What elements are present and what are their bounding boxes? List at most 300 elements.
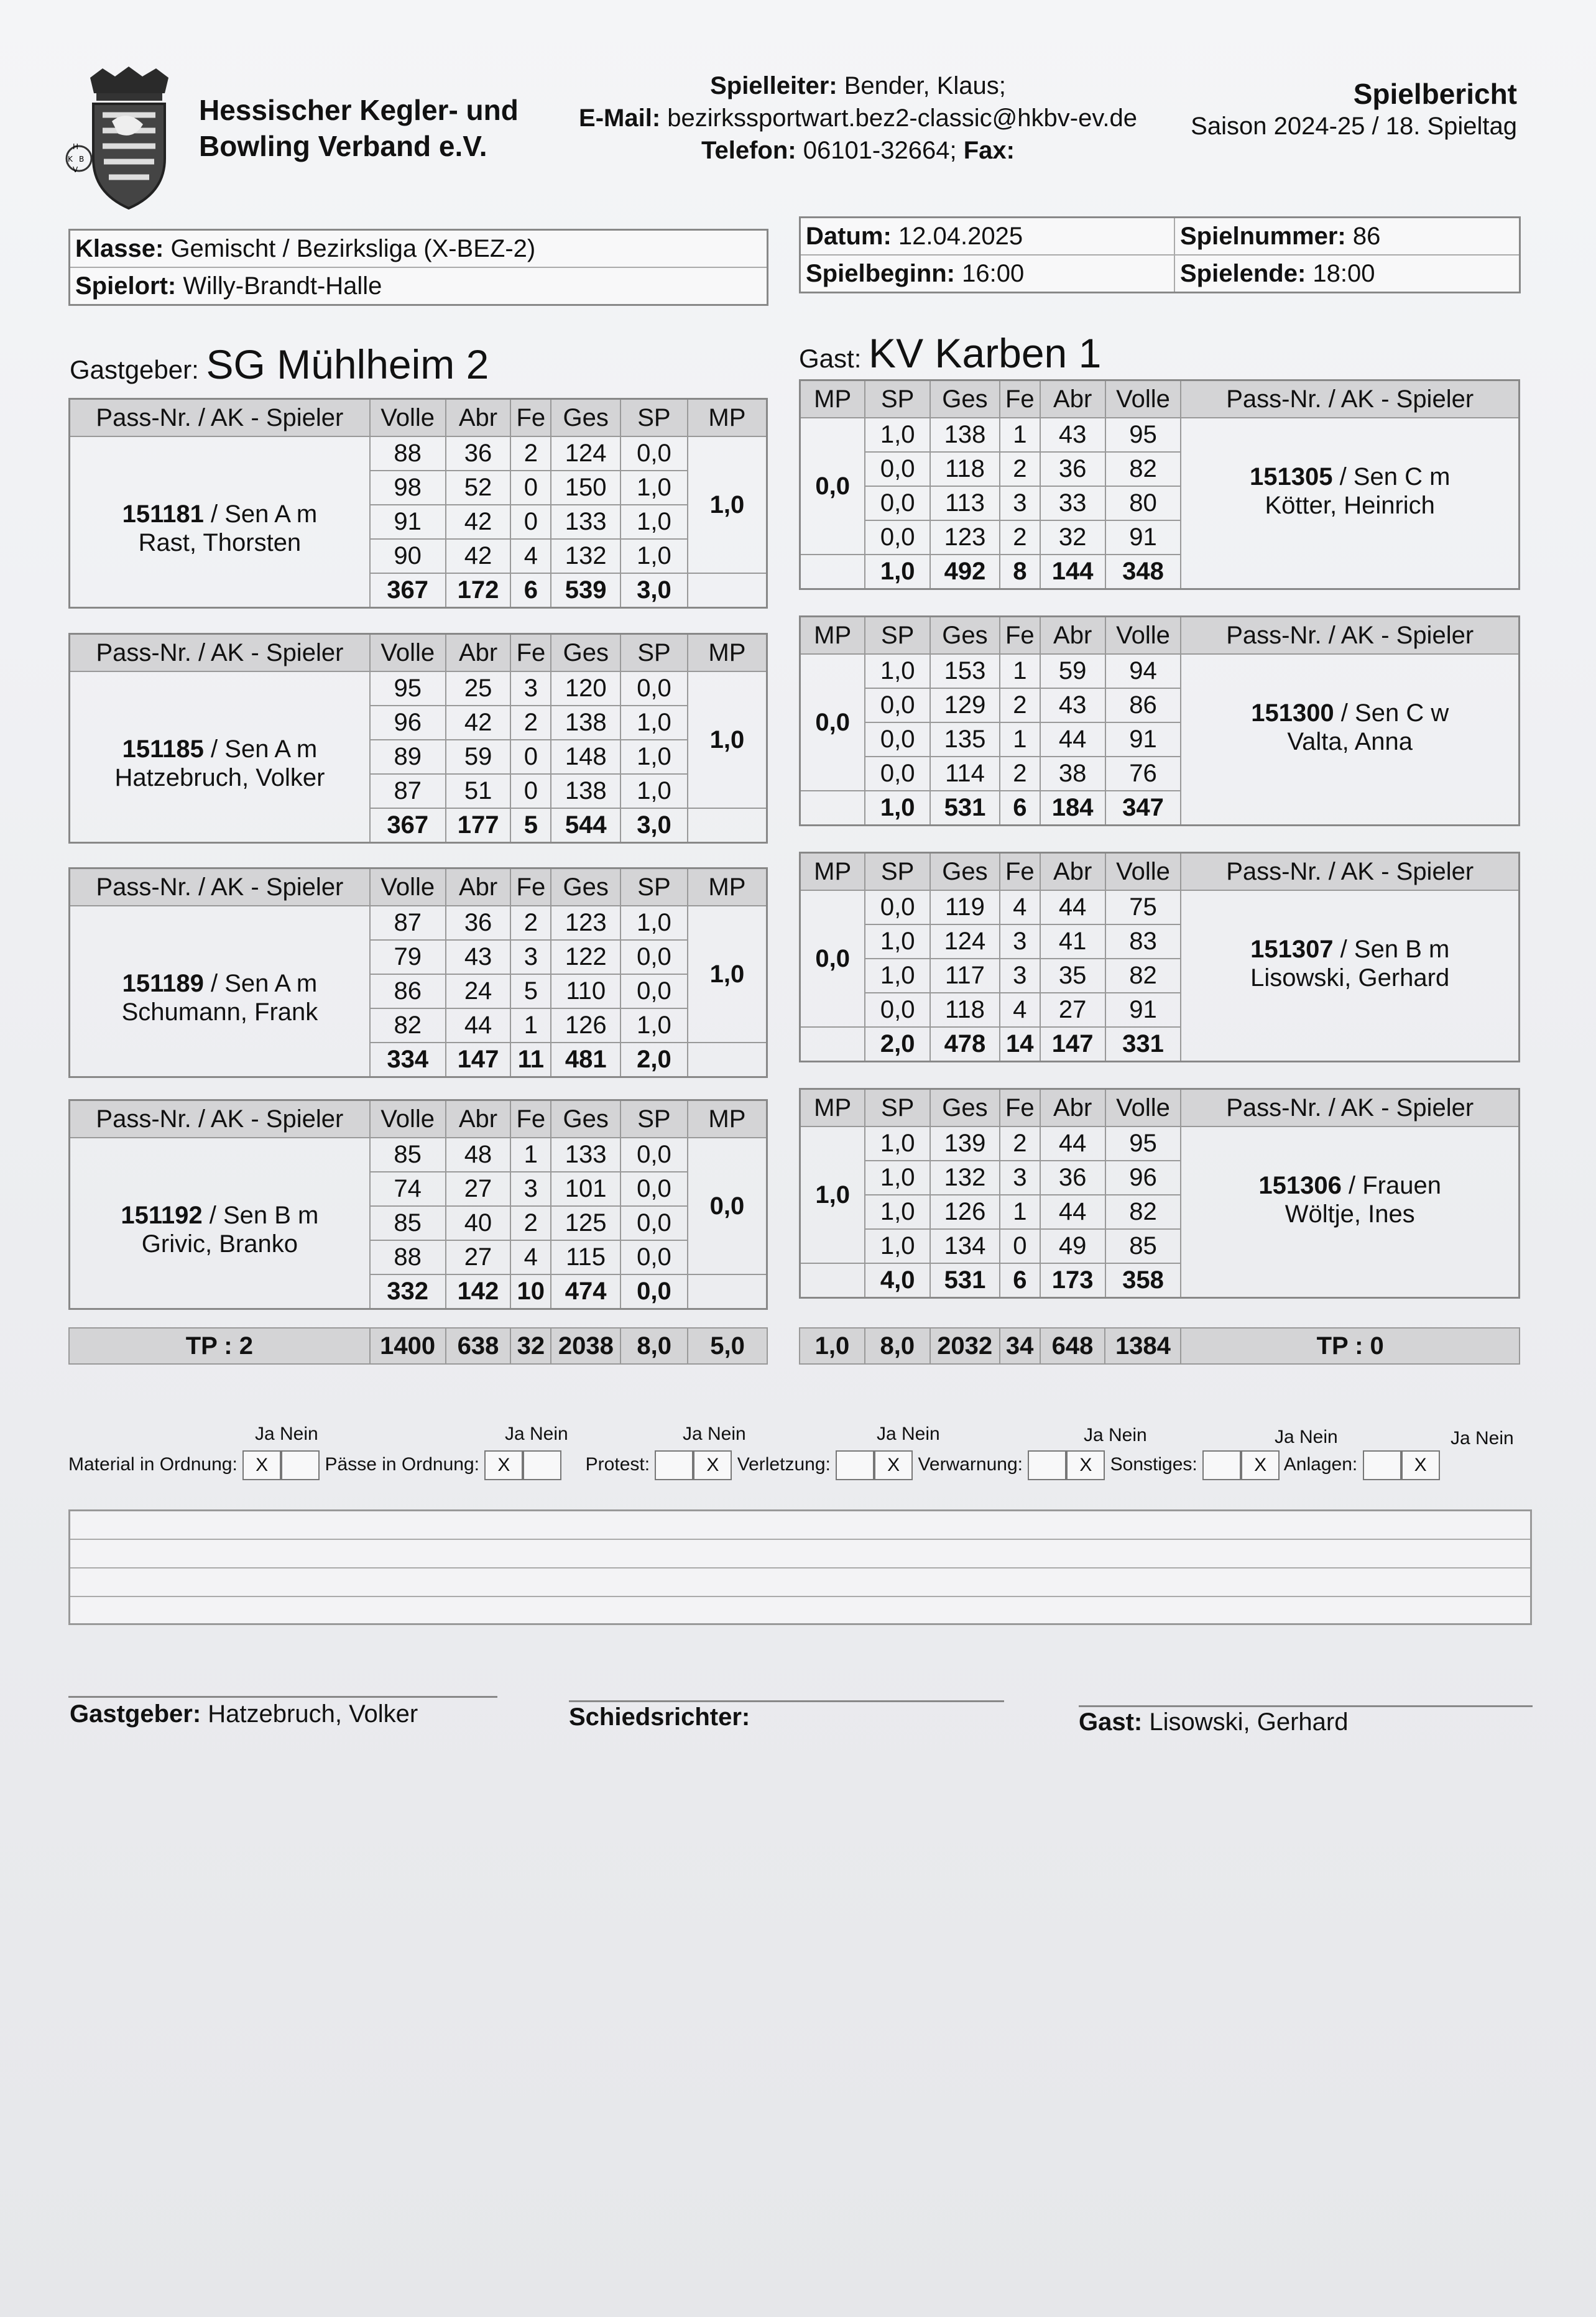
value-cell: 41 bbox=[1040, 924, 1105, 959]
host-signature bbox=[70, 1700, 418, 1728]
host-player-table bbox=[68, 633, 768, 844]
total-cell: 0,0 bbox=[620, 1274, 688, 1309]
material-ja-checkbox[interactable]: X bbox=[242, 1450, 281, 1480]
value-cell: 126 bbox=[551, 1008, 620, 1043]
value-cell: 0,0 bbox=[620, 974, 688, 1008]
mp-value: 0,0 bbox=[688, 1138, 767, 1274]
pass-number: 151307 bbox=[1250, 935, 1334, 963]
col-player: Pass-Nr. / AK - Spieler bbox=[70, 399, 370, 437]
value-cell: 96 bbox=[1105, 1161, 1181, 1195]
col-volle: Volle bbox=[1105, 1089, 1181, 1127]
value-cell: 36 bbox=[1040, 1161, 1105, 1195]
value-cell: 44 bbox=[1040, 1126, 1105, 1161]
value-cell: 0,0 bbox=[865, 452, 930, 486]
leader-label: Spielleiter: bbox=[710, 72, 837, 99]
host-signature-value: Hatzebruch, Volker bbox=[208, 1700, 418, 1728]
value-cell: 2 bbox=[510, 906, 551, 940]
player-cell bbox=[1181, 654, 1519, 826]
value-cell: 1,0 bbox=[865, 959, 930, 993]
pass-number: 151300 bbox=[1251, 699, 1334, 727]
value-cell: 43 bbox=[446, 940, 511, 974]
col-ges: Ges bbox=[551, 868, 620, 906]
ja-nein-header: Ja Nein bbox=[505, 1424, 568, 1444]
col-ges: Ges bbox=[930, 1089, 1000, 1127]
logo-letter: B bbox=[79, 155, 85, 164]
spielort-label: Spielort: bbox=[75, 272, 177, 300]
value-cell: 25 bbox=[446, 671, 511, 706]
value-cell: 95 bbox=[1105, 1126, 1181, 1161]
hkbv-coat-of-arms-logo bbox=[65, 65, 193, 211]
player-cell bbox=[70, 1138, 370, 1309]
col-sp: SP bbox=[620, 868, 688, 906]
value-cell: 122 bbox=[551, 940, 620, 974]
anlagen-nein-checkbox[interactable]: X bbox=[1401, 1450, 1440, 1480]
total-cell: 172 bbox=[446, 573, 511, 608]
value-cell: 1,0 bbox=[865, 1195, 930, 1229]
value-cell: 124 bbox=[551, 436, 620, 471]
value-cell: 85 bbox=[370, 1138, 446, 1172]
col-sp: SP bbox=[620, 399, 688, 437]
guest-name: KV Karben 1 bbox=[869, 330, 1102, 376]
total-cell: 184 bbox=[1040, 791, 1105, 826]
leader-value: Bender, Klaus; bbox=[844, 72, 1006, 99]
total-cell: 544 bbox=[551, 808, 620, 843]
report-title: Spielbericht bbox=[1353, 78, 1517, 110]
total-cell: 10 bbox=[510, 1274, 551, 1309]
value-cell: 79 bbox=[370, 940, 446, 974]
value-cell: 85 bbox=[370, 1206, 446, 1240]
col-fe: Fe bbox=[1000, 853, 1040, 891]
col-mp: MP bbox=[800, 380, 865, 418]
age-class: / Sen C w bbox=[1334, 699, 1449, 727]
value-cell: 118 bbox=[930, 993, 1000, 1027]
value-cell: 1,0 bbox=[620, 740, 688, 774]
value-cell: 0,0 bbox=[865, 722, 930, 757]
pass-number: 151189 bbox=[122, 969, 204, 997]
value-cell: 44 bbox=[1040, 1195, 1105, 1229]
value-cell: 124 bbox=[930, 924, 1000, 959]
value-cell: 123 bbox=[551, 906, 620, 940]
notes-line bbox=[70, 1568, 1530, 1597]
notes-area[interactable] bbox=[68, 1509, 1532, 1625]
value-cell: 91 bbox=[1105, 520, 1181, 555]
value-cell: 0 bbox=[510, 471, 551, 505]
table-row bbox=[800, 654, 1520, 688]
col-sp: SP bbox=[865, 380, 930, 418]
spielende-value: 18:00 bbox=[1312, 260, 1375, 287]
verwarnung-ja-checkbox[interactable] bbox=[1028, 1450, 1066, 1480]
value-cell: 117 bbox=[930, 959, 1000, 993]
value-cell: 1 bbox=[1000, 418, 1040, 452]
host-totals-table bbox=[68, 1327, 768, 1365]
value-cell: 2 bbox=[1000, 688, 1040, 722]
guest-signature-value: Lisowski, Gerhard bbox=[1149, 1708, 1349, 1736]
col-ges: Ges bbox=[551, 399, 620, 437]
guest-player-table bbox=[799, 615, 1520, 826]
value-cell: 33 bbox=[1040, 486, 1105, 520]
host-total-sp: 8,0 bbox=[620, 1328, 688, 1364]
value-cell: 0,0 bbox=[620, 1240, 688, 1274]
total-cell: 2,0 bbox=[620, 1043, 688, 1077]
value-cell: 82 bbox=[1105, 452, 1181, 486]
sonstiges-label: Sonstiges: bbox=[1110, 1453, 1197, 1475]
value-cell: 1 bbox=[1000, 654, 1040, 688]
host-team-title bbox=[70, 341, 489, 388]
phone-label: Telefon: bbox=[701, 137, 796, 164]
value-cell: 40 bbox=[446, 1206, 511, 1240]
value-cell: 80 bbox=[1105, 486, 1181, 520]
player-cell bbox=[1181, 418, 1519, 589]
value-cell: 2 bbox=[510, 1206, 551, 1240]
table-row bbox=[70, 1138, 767, 1172]
value-cell: 1,0 bbox=[620, 539, 688, 573]
paesse-label: Pässe in Ordnung: bbox=[325, 1453, 479, 1475]
col-fe: Fe bbox=[1000, 1089, 1040, 1127]
value-cell: 35 bbox=[1040, 959, 1105, 993]
pass-number: 151185 bbox=[122, 735, 204, 763]
mp-value: 0,0 bbox=[800, 418, 865, 555]
logo-letter: V bbox=[73, 165, 78, 174]
value-cell: 132 bbox=[551, 539, 620, 573]
anlagen-ja-checkbox[interactable] bbox=[1363, 1450, 1401, 1480]
verletzung-ja-checkbox[interactable] bbox=[836, 1450, 874, 1480]
value-cell: 59 bbox=[446, 740, 511, 774]
total-cell: 177 bbox=[446, 808, 511, 843]
ja-nein-header: Ja Nein bbox=[1084, 1425, 1147, 1445]
value-cell: 4 bbox=[510, 1240, 551, 1274]
value-cell: 88 bbox=[370, 436, 446, 471]
value-cell: 52 bbox=[446, 471, 511, 505]
col-abr: Abr bbox=[1040, 380, 1105, 418]
value-cell: 87 bbox=[370, 774, 446, 808]
table-row bbox=[800, 418, 1520, 452]
col-ges: Ges bbox=[930, 380, 1000, 418]
value-cell: 36 bbox=[446, 906, 511, 940]
notes-line bbox=[70, 1540, 1530, 1568]
player-cell bbox=[70, 906, 370, 1077]
age-class: / Sen B m bbox=[1333, 935, 1450, 963]
value-cell: 138 bbox=[551, 706, 620, 740]
mp-value: 1,0 bbox=[688, 671, 767, 808]
player-name: Valta, Anna bbox=[1287, 727, 1413, 755]
col-abr: Abr bbox=[1040, 617, 1105, 655]
value-cell: 0,0 bbox=[620, 436, 688, 471]
total-cell: 539 bbox=[551, 573, 620, 608]
table-row bbox=[800, 1126, 1520, 1161]
total-cell: 14 bbox=[1000, 1027, 1040, 1062]
value-cell: 3 bbox=[510, 1172, 551, 1206]
value-cell: 59 bbox=[1040, 654, 1105, 688]
value-cell: 44 bbox=[446, 1008, 511, 1043]
value-cell: 0,0 bbox=[620, 1138, 688, 1172]
guest-player-table bbox=[799, 379, 1520, 590]
total-cell: 367 bbox=[370, 808, 446, 843]
value-cell: 1 bbox=[1000, 1195, 1040, 1229]
value-cell: 126 bbox=[930, 1195, 1000, 1229]
col-player: Pass-Nr. / AK - Spieler bbox=[70, 1100, 370, 1138]
value-cell: 1,0 bbox=[865, 654, 930, 688]
host-name: SG Mühlheim 2 bbox=[206, 341, 489, 387]
col-ges: Ges bbox=[930, 853, 1000, 891]
email-label: E-Mail: bbox=[579, 104, 661, 132]
value-cell: 0,0 bbox=[620, 940, 688, 974]
value-cell: 98 bbox=[370, 471, 446, 505]
value-cell: 0,0 bbox=[865, 993, 930, 1027]
value-cell: 90 bbox=[370, 539, 446, 573]
logo-letter: K bbox=[68, 155, 73, 164]
total-cell: 11 bbox=[510, 1043, 551, 1077]
table-row bbox=[70, 671, 767, 706]
value-cell: 89 bbox=[370, 740, 446, 774]
host-player-table bbox=[68, 398, 768, 609]
col-ges: Ges bbox=[930, 617, 1000, 655]
value-cell: 0 bbox=[510, 774, 551, 808]
value-cell: 1,0 bbox=[865, 1229, 930, 1263]
col-player: Pass-Nr. / AK - Spieler bbox=[1181, 1089, 1519, 1127]
value-cell: 74 bbox=[370, 1172, 446, 1206]
value-cell: 36 bbox=[446, 436, 511, 471]
phone-value: 06101-32664; bbox=[803, 137, 957, 164]
value-cell: 123 bbox=[930, 520, 1000, 555]
value-cell: 82 bbox=[1105, 959, 1181, 993]
spielort-value: Willy-Brandt-Halle bbox=[183, 272, 382, 300]
mp-value: 1,0 bbox=[800, 1126, 865, 1263]
referee-signature-label: Schiedsrichter: bbox=[569, 1703, 750, 1731]
guest-total-sp: 8,0 bbox=[865, 1328, 930, 1364]
value-cell: 101 bbox=[551, 1172, 620, 1206]
value-cell: 3 bbox=[1000, 1161, 1040, 1195]
col-player: Pass-Nr. / AK - Spieler bbox=[70, 868, 370, 906]
total-cell: 6 bbox=[1000, 1263, 1040, 1298]
total-cell: 474 bbox=[551, 1274, 620, 1309]
value-cell: 36 bbox=[1040, 452, 1105, 486]
age-class: / Sen B m bbox=[202, 1201, 319, 1229]
col-mp: MP bbox=[688, 399, 767, 437]
value-cell: 1,0 bbox=[865, 924, 930, 959]
col-mp: MP bbox=[800, 617, 865, 655]
player-cell bbox=[1181, 1126, 1519, 1298]
col-volle: Volle bbox=[370, 868, 446, 906]
value-cell: 51 bbox=[446, 774, 511, 808]
host-label: Gastgeber: bbox=[70, 355, 199, 384]
verletzung-label: Verletzung: bbox=[737, 1453, 831, 1475]
report-title-block bbox=[1169, 78, 1517, 142]
value-cell: 86 bbox=[370, 974, 446, 1008]
col-abr: Abr bbox=[1040, 853, 1105, 891]
value-cell: 132 bbox=[930, 1161, 1000, 1195]
notes-line bbox=[70, 1511, 1530, 1540]
value-cell: 113 bbox=[930, 486, 1000, 520]
total-cell: 348 bbox=[1105, 555, 1181, 589]
value-cell: 135 bbox=[930, 722, 1000, 757]
value-cell: 0,0 bbox=[865, 757, 930, 791]
ja-nein-header: Ja Nein bbox=[255, 1424, 318, 1444]
total-cell: 531 bbox=[930, 1263, 1000, 1298]
player-name: Kötter, Heinrich bbox=[1265, 491, 1435, 519]
guest-signature-line bbox=[1079, 1705, 1533, 1707]
player-cell bbox=[70, 436, 370, 608]
value-cell: 138 bbox=[551, 774, 620, 808]
protest-ja-checkbox[interactable] bbox=[655, 1450, 693, 1480]
checks-row bbox=[68, 1450, 1440, 1480]
value-cell: 2 bbox=[1000, 1126, 1040, 1161]
ja-nein-header: Ja Nein bbox=[1451, 1428, 1514, 1449]
value-cell: 1 bbox=[510, 1008, 551, 1043]
value-cell: 2 bbox=[1000, 757, 1040, 791]
guest-player-table bbox=[799, 1088, 1520, 1299]
guest-total-fe: 34 bbox=[1000, 1328, 1040, 1364]
paesse-ja-checkbox[interactable]: X bbox=[484, 1450, 523, 1480]
value-cell: 95 bbox=[370, 671, 446, 706]
protest-label: Protest: bbox=[585, 1453, 650, 1475]
col-fe: Fe bbox=[510, 634, 551, 672]
value-cell: 2 bbox=[1000, 452, 1040, 486]
host-total-abr: 638 bbox=[446, 1328, 511, 1364]
value-cell: 148 bbox=[551, 740, 620, 774]
col-fe: Fe bbox=[510, 399, 551, 437]
value-cell: 114 bbox=[930, 757, 1000, 791]
value-cell: 91 bbox=[1105, 722, 1181, 757]
col-volle: Volle bbox=[1105, 617, 1181, 655]
player-cell bbox=[70, 671, 370, 843]
total-cell: 142 bbox=[446, 1274, 511, 1309]
total-cell: 3,0 bbox=[620, 808, 688, 843]
referee-signature bbox=[569, 1703, 750, 1731]
material-label: Material in Ordnung: bbox=[68, 1453, 238, 1475]
guest-signature-label: Gast: bbox=[1079, 1708, 1143, 1736]
player-name: Rast, Thorsten bbox=[138, 528, 302, 556]
verwarnung-nein-checkbox[interactable]: X bbox=[1066, 1450, 1105, 1480]
referee-signature-line bbox=[569, 1700, 1004, 1702]
sonstiges-ja-checkbox[interactable] bbox=[1202, 1450, 1241, 1480]
value-cell: 1 bbox=[510, 1138, 551, 1172]
col-abr: Abr bbox=[446, 399, 511, 437]
value-cell: 24 bbox=[446, 974, 511, 1008]
host-total-volle: 1400 bbox=[370, 1328, 446, 1364]
player-name: Wöltje, Ines bbox=[1285, 1200, 1415, 1228]
col-mp: MP bbox=[688, 634, 767, 672]
col-sp: SP bbox=[620, 1100, 688, 1138]
host-total-ges: 2038 bbox=[551, 1328, 620, 1364]
ja-nein-header: Ja Nein bbox=[1275, 1427, 1338, 1447]
value-cell: 134 bbox=[930, 1229, 1000, 1263]
material-nein-checkbox[interactable] bbox=[281, 1450, 320, 1480]
table-row bbox=[70, 436, 767, 471]
paesse-nein-checkbox[interactable] bbox=[523, 1450, 561, 1480]
ja-nein-header: Ja Nein bbox=[683, 1424, 746, 1444]
guest-tp: TP : 0 bbox=[1181, 1328, 1520, 1364]
datum-label: Datum: bbox=[806, 223, 892, 250]
value-cell: 2 bbox=[510, 436, 551, 471]
col-player: Pass-Nr. / AK - Spieler bbox=[1181, 617, 1519, 655]
total-cell: 492 bbox=[930, 555, 1000, 589]
value-cell: 120 bbox=[551, 671, 620, 706]
host-signature-label: Gastgeber: bbox=[70, 1700, 201, 1728]
value-cell: 3 bbox=[1000, 924, 1040, 959]
value-cell: 95 bbox=[1105, 418, 1181, 452]
value-cell: 138 bbox=[930, 418, 1000, 452]
total-cell: 334 bbox=[370, 1043, 446, 1077]
mp-value: 0,0 bbox=[800, 654, 865, 791]
spielnummer-value: 86 bbox=[1352, 223, 1381, 250]
protest-nein-checkbox[interactable]: X bbox=[693, 1450, 732, 1480]
guest-team-title bbox=[799, 329, 1101, 377]
value-cell: 1,0 bbox=[620, 706, 688, 740]
class-location-box bbox=[68, 229, 768, 306]
value-cell: 1,0 bbox=[865, 1161, 930, 1195]
value-cell: 75 bbox=[1105, 890, 1181, 924]
total-cell: 347 bbox=[1105, 791, 1181, 826]
value-cell: 27 bbox=[446, 1240, 511, 1274]
total-cell: 4,0 bbox=[865, 1263, 930, 1298]
col-sp: SP bbox=[865, 617, 930, 655]
value-cell: 1 bbox=[1000, 722, 1040, 757]
value-cell: 1,0 bbox=[620, 774, 688, 808]
total-cell: 478 bbox=[930, 1027, 1000, 1062]
age-class: / Sen A m bbox=[203, 735, 318, 763]
col-ges: Ges bbox=[551, 1100, 620, 1138]
value-cell: 0,0 bbox=[620, 1172, 688, 1206]
beginn-label: Spielbeginn: bbox=[806, 260, 955, 287]
value-cell: 27 bbox=[1040, 993, 1105, 1027]
total-cell: 173 bbox=[1040, 1263, 1105, 1298]
org-line-2: Bowling Verband e.V. bbox=[199, 130, 487, 162]
value-cell: 32 bbox=[1040, 520, 1105, 555]
guest-label: Gast: bbox=[799, 344, 862, 373]
total-cell: 6 bbox=[1000, 791, 1040, 826]
spielende-label: Spielende: bbox=[1180, 260, 1306, 287]
anlagen-label: Anlagen: bbox=[1283, 1453, 1358, 1475]
value-cell: 0,0 bbox=[620, 1206, 688, 1240]
value-cell: 4 bbox=[510, 539, 551, 573]
value-cell: 4 bbox=[1000, 993, 1040, 1027]
verletzung-nein-checkbox[interactable]: X bbox=[874, 1450, 913, 1480]
value-cell: 110 bbox=[551, 974, 620, 1008]
season-label: Saison 2024-25 / 18. Spieltag bbox=[1191, 113, 1517, 140]
total-cell: 1,0 bbox=[865, 791, 930, 826]
total-cell: 367 bbox=[370, 573, 446, 608]
player-name: Schumann, Frank bbox=[121, 998, 318, 1026]
logo-letter: H bbox=[73, 142, 79, 151]
value-cell: 1,0 bbox=[620, 471, 688, 505]
col-mp: MP bbox=[688, 868, 767, 906]
email-value: bezirkssportwart.bez2-classic@hkbv-ev.de bbox=[667, 104, 1137, 132]
value-cell: 82 bbox=[1105, 1195, 1181, 1229]
guest-total-abr: 648 bbox=[1040, 1328, 1105, 1364]
value-cell: 118 bbox=[930, 452, 1000, 486]
total-cell: 5 bbox=[510, 808, 551, 843]
value-cell: 42 bbox=[446, 706, 511, 740]
table-row bbox=[800, 890, 1520, 924]
value-cell: 150 bbox=[551, 471, 620, 505]
col-abr: Abr bbox=[446, 634, 511, 672]
col-volle: Volle bbox=[370, 1100, 446, 1138]
total-cell: 8 bbox=[1000, 555, 1040, 589]
organization-name bbox=[199, 92, 519, 164]
value-cell: 3 bbox=[510, 671, 551, 706]
value-cell: 125 bbox=[551, 1206, 620, 1240]
col-volle: Volle bbox=[370, 634, 446, 672]
value-cell: 91 bbox=[370, 505, 446, 539]
value-cell: 3 bbox=[1000, 486, 1040, 520]
value-cell: 3 bbox=[510, 940, 551, 974]
total-cell: 358 bbox=[1105, 1263, 1181, 1298]
value-cell: 43 bbox=[1040, 418, 1105, 452]
col-volle: Volle bbox=[1105, 853, 1181, 891]
sonstiges-nein-checkbox[interactable]: X bbox=[1241, 1450, 1280, 1480]
total-cell: 2,0 bbox=[865, 1027, 930, 1062]
value-cell: 82 bbox=[370, 1008, 446, 1043]
